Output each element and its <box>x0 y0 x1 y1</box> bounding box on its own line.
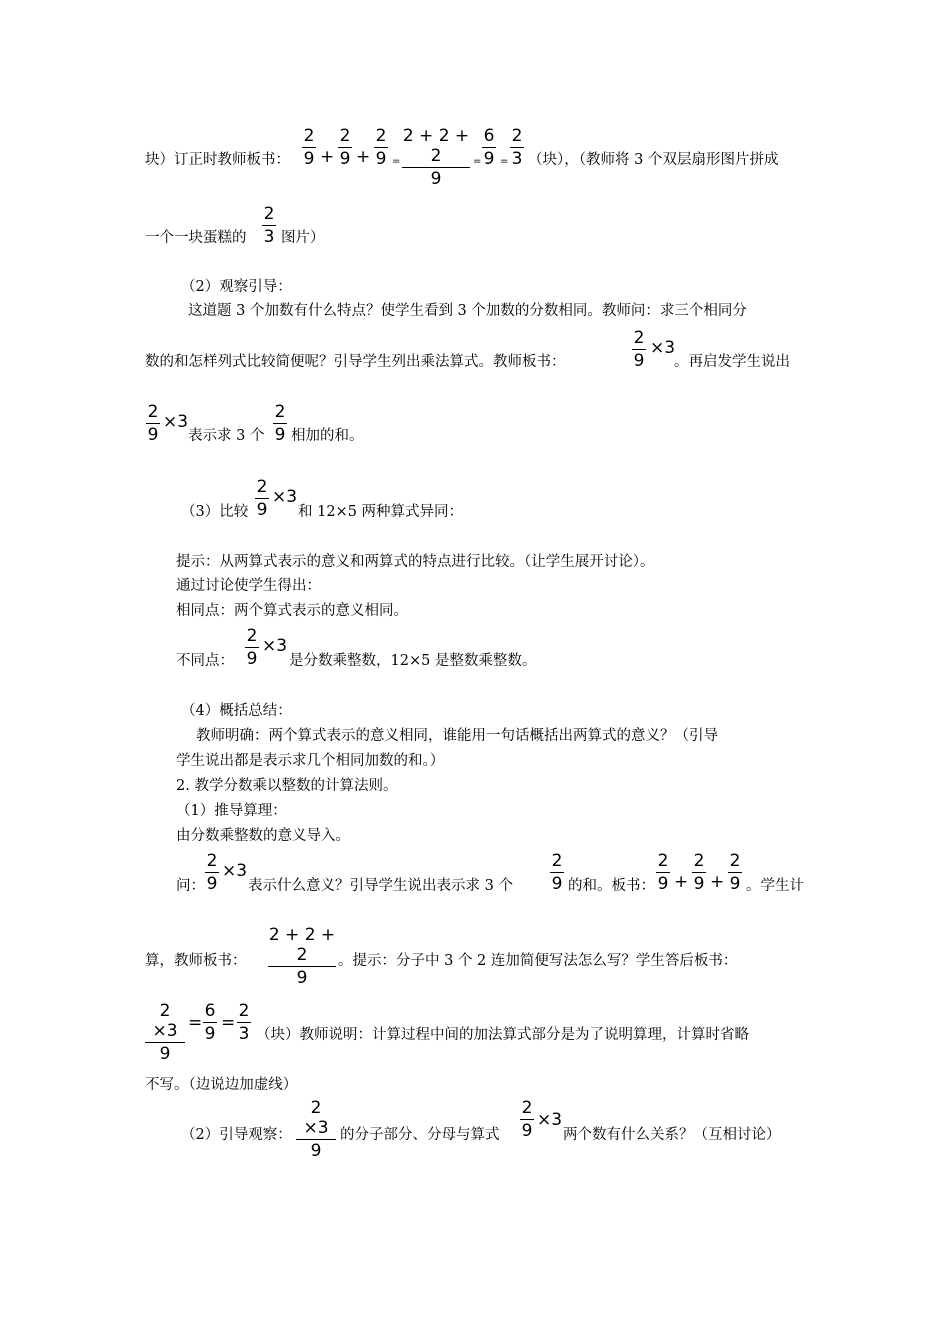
text-line: （1）推导算理： <box>176 803 287 819</box>
times-three: ×3 <box>222 861 248 881</box>
text-line: 这道题 3 个加数有什么特点？使学生看到 3 个加数的分数相同。教师问：求三个相同分 <box>188 303 747 319</box>
text-line: 通过讨论使学生得出： <box>176 578 321 594</box>
fraction: 2 9 <box>521 1098 533 1141</box>
fraction: 2 + 2 + 2 9 <box>268 925 336 988</box>
text-line: 是分数乘整数，12×5 是整数乘整数。 <box>289 653 537 669</box>
section-heading: （2）观察引导： <box>181 279 292 295</box>
text-line: 的和。板书： <box>568 878 655 894</box>
fraction: 2 3 <box>511 126 523 169</box>
fraction: 2 + 2 + 2 9 <box>402 126 470 189</box>
text-line: 不写。（边说边加虚线） <box>145 1077 298 1093</box>
plus-sign: + <box>320 147 335 167</box>
text-line: 块）订正时教师板书： <box>145 152 290 168</box>
text-line: （块），（教师将 3 个双层扇形图片拼成 <box>528 152 779 168</box>
text-line: 和 12×5 两种算式异同： <box>298 504 464 520</box>
text-line: 由分数乘整数的意义导入。 <box>176 828 350 844</box>
text-line: 不同点： <box>176 653 234 669</box>
equals-sign: = <box>221 1013 236 1033</box>
text-line: 两个数有什么关系？（互相讨论） <box>563 1127 781 1143</box>
times-three: ×3 <box>272 487 298 507</box>
text-line: 。学生计 <box>746 878 804 894</box>
fraction: 2 9 <box>147 402 159 445</box>
text-line: 表示什么意义？引导学生说出表示求 3 个 <box>248 878 513 894</box>
fraction: 2 9 <box>256 477 268 520</box>
fraction: 2 9 <box>693 851 705 894</box>
plus-sign: + <box>710 872 725 892</box>
fraction: 2 9 <box>339 126 351 169</box>
equals-sign: = <box>188 1013 203 1033</box>
text-line: 算，教师板书： <box>145 953 247 969</box>
text-line: 学生说出都是表示求几个相同加数的和。） <box>176 753 445 769</box>
times-three: ×3 <box>650 338 676 358</box>
times-three: ×3 <box>537 1110 563 1130</box>
text-line: 问： <box>176 878 205 894</box>
text-line: 数的和怎样列式比较简便呢？引导学生列出乘法算式。教师板书： <box>145 354 566 370</box>
text-line: 一个一块蛋糕的 <box>145 230 247 246</box>
text-line: 图片） <box>281 230 325 246</box>
fraction: 2 ×3 9 <box>296 1098 336 1161</box>
text-line: 提示：从两算式表示的意义和两算式的特点进行比较。（让学生展开讨论）。 <box>176 554 655 570</box>
fraction: 2 9 <box>657 851 669 894</box>
equals-sign: = <box>473 156 482 167</box>
text-line: 教师明确：两个算式表示的意义相同，谁能用一句话概括出两算式的意义？（引导 <box>196 728 718 744</box>
times-three: ×3 <box>262 636 288 656</box>
plus-sign: + <box>356 147 371 167</box>
text-line: 的分子部分、分母与算式 <box>340 1127 500 1143</box>
equals-sign: = <box>500 156 509 167</box>
fraction: 6 9 <box>204 1001 216 1044</box>
text-line: 相加的和。 <box>291 428 364 444</box>
text-line: 。再启发学生说出 <box>674 354 790 370</box>
fraction: 2 9 <box>246 626 258 669</box>
fraction: 2 9 <box>303 126 315 169</box>
text-line: 2. 教学分数乘以整数的计算法则。 <box>176 778 398 794</box>
fraction: 6 9 <box>483 126 495 169</box>
fraction: 2 3 <box>238 1001 250 1044</box>
text-line: 表示求 3 个 <box>188 428 265 444</box>
fraction: 2 9 <box>633 328 645 371</box>
fraction: 2 3 <box>263 204 275 247</box>
fraction: 2 9 <box>551 851 563 894</box>
fraction: 2 ×3 9 <box>145 1001 185 1064</box>
text-line: 相同点：两个算式表示的意义相同。 <box>176 603 408 619</box>
equals-sign: = <box>392 156 401 167</box>
text-line: （块）教师说明：计算过程中间的加法算式部分是为了说明算理，计算时省略 <box>256 1027 749 1043</box>
fraction: 2 9 <box>274 402 286 445</box>
text-line: 。提示：分子中 3 个 2 连加简便写法怎么写？学生答后板书： <box>338 953 738 969</box>
text-line: （3）比较 <box>181 504 249 520</box>
text-line: （2）引导观察： <box>181 1127 292 1143</box>
plus-sign: + <box>674 872 689 892</box>
fraction: 2 9 <box>206 851 218 894</box>
times-three: ×3 <box>163 412 189 432</box>
section-heading: （4）概括总结： <box>181 703 292 719</box>
fraction: 2 9 <box>729 851 741 894</box>
fraction: 2 9 <box>375 126 387 169</box>
